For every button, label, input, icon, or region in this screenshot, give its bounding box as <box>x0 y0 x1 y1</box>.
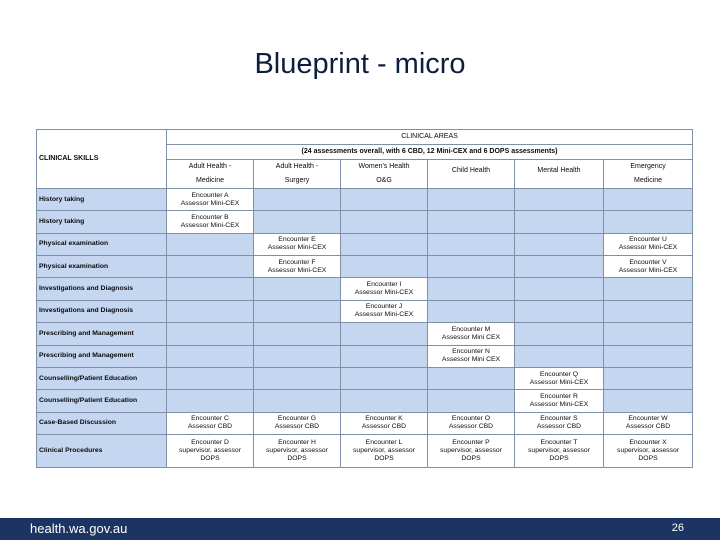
encounter-assessor: Assessor Mini-CEX <box>354 311 414 319</box>
encounter-name: Encounter I <box>366 281 402 289</box>
empty-cell <box>341 345 428 367</box>
empty-cell <box>515 189 604 211</box>
clinical-skill-label: Physical examination <box>37 233 167 255</box>
encounter-method: DOPS <box>374 454 394 462</box>
empty-cell <box>254 390 341 412</box>
encounter-cell <box>428 434 515 467</box>
table-row <box>37 278 693 300</box>
encounter-assessor: Assessor Mini-CEX <box>267 244 327 252</box>
encounter-method: DOPS <box>638 454 658 462</box>
empty-cell <box>604 189 693 211</box>
empty-cell <box>515 300 604 322</box>
encounter-cell <box>515 412 604 434</box>
encounter-cell <box>515 367 604 389</box>
empty-cell <box>341 211 428 233</box>
encounter-name: Encounter F <box>278 258 316 266</box>
encounter-assessor: Assessor Mini CEX <box>441 333 501 341</box>
empty-cell <box>515 233 604 255</box>
clinical-skill-label: Investigations and Diagnosis <box>37 278 167 300</box>
encounter-cell <box>167 412 254 434</box>
table-row <box>37 256 693 278</box>
empty-cell <box>604 367 693 389</box>
empty-cell <box>167 233 254 255</box>
empty-cell <box>428 256 515 278</box>
empty-cell <box>428 390 515 412</box>
encounter-assessor: Assessor Mini-CEX <box>529 400 589 408</box>
page-number: 26 <box>671 522 684 534</box>
empty-cell <box>254 300 341 322</box>
encounter-cell <box>515 434 604 467</box>
slide-title: Blueprint - micro <box>254 48 466 80</box>
column-header <box>167 160 254 189</box>
empty-cell <box>167 278 254 300</box>
column-header-line2: Medicine <box>195 177 224 184</box>
encounter-cell <box>254 434 341 467</box>
encounter-assessor: Assessor Mini-CEX <box>618 266 678 274</box>
column-header-line1: Mental Health <box>537 167 581 174</box>
empty-cell <box>254 278 341 300</box>
empty-cell <box>254 211 341 233</box>
encounter-name: Encounter J <box>365 303 403 311</box>
encounter-cell <box>428 323 515 345</box>
empty-cell <box>341 367 428 389</box>
encounter-cell <box>254 412 341 434</box>
encounter-cell <box>604 233 693 255</box>
encounter-name: Encounter S <box>540 415 578 423</box>
encounter-method: DOPS <box>287 454 307 462</box>
empty-cell <box>341 233 428 255</box>
encounter-cell <box>341 300 428 322</box>
encounter-assessor: Assessor CBD <box>625 423 671 431</box>
empty-cell <box>515 211 604 233</box>
column-header-line2: Surgery <box>284 177 310 184</box>
encounter-cell <box>515 390 604 412</box>
encounter-cell <box>428 412 515 434</box>
encounter-cell <box>604 434 693 467</box>
encounter-assessor: supervisor, assessor <box>266 446 328 454</box>
encounter-cell <box>341 412 428 434</box>
encounter-name: Encounter O <box>451 415 491 423</box>
column-header <box>341 160 428 189</box>
encounter-method: DOPS <box>461 454 481 462</box>
clinical-skills-header: CLINICAL SKILLS <box>37 130 167 189</box>
table-row <box>37 189 693 211</box>
table-row <box>37 323 693 345</box>
encounter-name: Encounter N <box>452 348 490 356</box>
empty-cell <box>428 189 515 211</box>
empty-cell <box>341 189 428 211</box>
empty-cell <box>341 323 428 345</box>
encounter-assessor: supervisor, assessor <box>440 446 502 454</box>
encounter-name: Encounter M <box>451 325 491 333</box>
encounter-assessor: Assessor CBD <box>536 423 582 431</box>
empty-cell <box>604 278 693 300</box>
table-row <box>37 412 693 434</box>
clinical-skill-label: Physical examination <box>37 256 167 278</box>
encounter-name: Encounter V <box>629 258 667 266</box>
clinical-skill-label: History taking <box>37 211 167 233</box>
clinical-areas-title: CLINICAL AREAS <box>401 133 458 140</box>
encounter-cell <box>341 278 428 300</box>
encounter-name: Encounter R <box>540 392 578 400</box>
encounter-assessor: supervisor, assessor <box>528 446 590 454</box>
encounter-assessor: Assessor Mini-CEX <box>529 378 589 386</box>
blueprint-table-wrap <box>36 129 692 468</box>
encounter-name: Encounter D <box>191 438 229 446</box>
encounter-assessor: Assessor CBD <box>274 423 320 431</box>
empty-cell <box>515 345 604 367</box>
clinical-areas-subtitle: (24 assessments overall, with 6 CBD, 12 Mini-CEX and 6 DOPS assessments) <box>167 145 693 160</box>
column-header-line1: Child Health <box>451 167 491 174</box>
encounter-cell <box>254 233 341 255</box>
clinical-skill-label: Investigations and Diagnosis <box>37 300 167 322</box>
clinical-skill-label: Prescribing and Management <box>37 323 167 345</box>
clinical-skill-label: Prescribing and Management <box>37 345 167 367</box>
encounter-name: Encounter K <box>365 415 403 423</box>
encounter-cell <box>254 256 341 278</box>
empty-cell <box>428 367 515 389</box>
blueprint-table-body <box>37 130 693 468</box>
column-header <box>254 160 341 189</box>
column-header-line1: Women's Health <box>358 163 410 170</box>
column-header-line1: Adult Health - <box>275 163 319 170</box>
encounter-name: Encounter X <box>629 438 667 446</box>
encounter-assessor: Assessor Mini-CEX <box>618 244 678 252</box>
table-row <box>37 300 693 322</box>
clinical-skill-label: Case-Based Discussion <box>37 412 167 434</box>
encounter-name: Encounter L <box>365 438 403 446</box>
empty-cell <box>167 367 254 389</box>
encounter-cell <box>341 434 428 467</box>
column-header-line2: Medicine <box>634 177 663 184</box>
empty-cell <box>341 390 428 412</box>
table-row <box>37 345 693 367</box>
empty-cell <box>167 256 254 278</box>
empty-cell <box>167 323 254 345</box>
empty-cell <box>428 300 515 322</box>
encounter-name: Encounter H <box>278 438 316 446</box>
empty-cell <box>428 233 515 255</box>
empty-cell <box>604 300 693 322</box>
empty-cell <box>254 345 341 367</box>
column-header-line1: Emergency <box>630 163 666 170</box>
clinical-skill-label: Clinical Procedures <box>37 434 167 467</box>
column-header-line2: O&G <box>376 177 392 184</box>
empty-cell <box>254 323 341 345</box>
encounter-cell <box>604 412 693 434</box>
encounter-assessor: Assessor CBD <box>361 423 407 431</box>
clinical-skill-label: Counselling/Patient Education <box>37 390 167 412</box>
encounter-assessor: supervisor, assessor <box>179 446 241 454</box>
encounter-assessor: supervisor, assessor <box>353 446 415 454</box>
table-row <box>37 434 693 467</box>
encounter-assessor: supervisor, assessor <box>617 446 679 454</box>
encounter-name: Encounter T <box>540 438 578 446</box>
column-header <box>515 160 604 189</box>
encounter-cell <box>167 189 254 211</box>
empty-cell <box>167 345 254 367</box>
empty-cell <box>604 323 693 345</box>
empty-cell <box>167 390 254 412</box>
empty-cell <box>254 367 341 389</box>
empty-cell <box>167 300 254 322</box>
empty-cell <box>604 211 693 233</box>
clinical-skill-label: History taking <box>37 189 167 211</box>
encounter-cell <box>428 345 515 367</box>
encounter-assessor: Assessor CBD <box>187 423 233 431</box>
encounter-cell <box>167 211 254 233</box>
encounter-name: Encounter Q <box>539 370 579 378</box>
encounter-assessor: Assessor Mini-CEX <box>180 222 240 230</box>
empty-cell <box>604 345 693 367</box>
empty-cell <box>515 278 604 300</box>
encounter-name: Encounter W <box>628 415 668 423</box>
footer-site: health.wa.gov.au <box>30 521 128 536</box>
encounter-assessor: Assessor Mini CEX <box>441 356 501 364</box>
clinical-skill-label: Counselling/Patient Education <box>37 367 167 389</box>
encounter-assessor: Assessor Mini-CEX <box>180 199 240 207</box>
empty-cell <box>254 189 341 211</box>
table-row <box>37 367 693 389</box>
table-row <box>37 211 693 233</box>
encounter-name: Encounter B <box>191 214 229 222</box>
empty-cell <box>428 278 515 300</box>
encounter-method: DOPS <box>549 454 569 462</box>
encounter-name: Encounter P <box>452 438 490 446</box>
empty-cell <box>515 323 604 345</box>
empty-cell <box>341 256 428 278</box>
column-header-line1: Adult Health - <box>188 163 232 170</box>
encounter-name: Encounter C <box>191 415 229 423</box>
encounter-assessor: Assessor CBD <box>448 423 494 431</box>
empty-cell <box>428 211 515 233</box>
encounter-name: Encounter U <box>629 236 667 244</box>
empty-cell <box>604 390 693 412</box>
encounter-method: DOPS <box>200 454 220 462</box>
encounter-cell <box>167 434 254 467</box>
column-header <box>428 160 515 189</box>
encounter-assessor: Assessor Mini-CEX <box>354 289 414 297</box>
encounter-name: Encounter G <box>277 415 317 423</box>
empty-cell <box>515 256 604 278</box>
table-row <box>37 233 693 255</box>
encounter-name: Encounter A <box>191 191 229 199</box>
footer-bar <box>0 518 720 540</box>
column-header <box>604 160 693 189</box>
encounter-name: Encounter E <box>278 236 316 244</box>
header-row-areas <box>37 130 693 145</box>
clinical-areas-header <box>167 130 693 145</box>
table-row <box>37 390 693 412</box>
encounter-cell <box>604 256 693 278</box>
encounter-assessor: Assessor Mini-CEX <box>267 266 327 274</box>
blueprint-table <box>36 129 693 468</box>
